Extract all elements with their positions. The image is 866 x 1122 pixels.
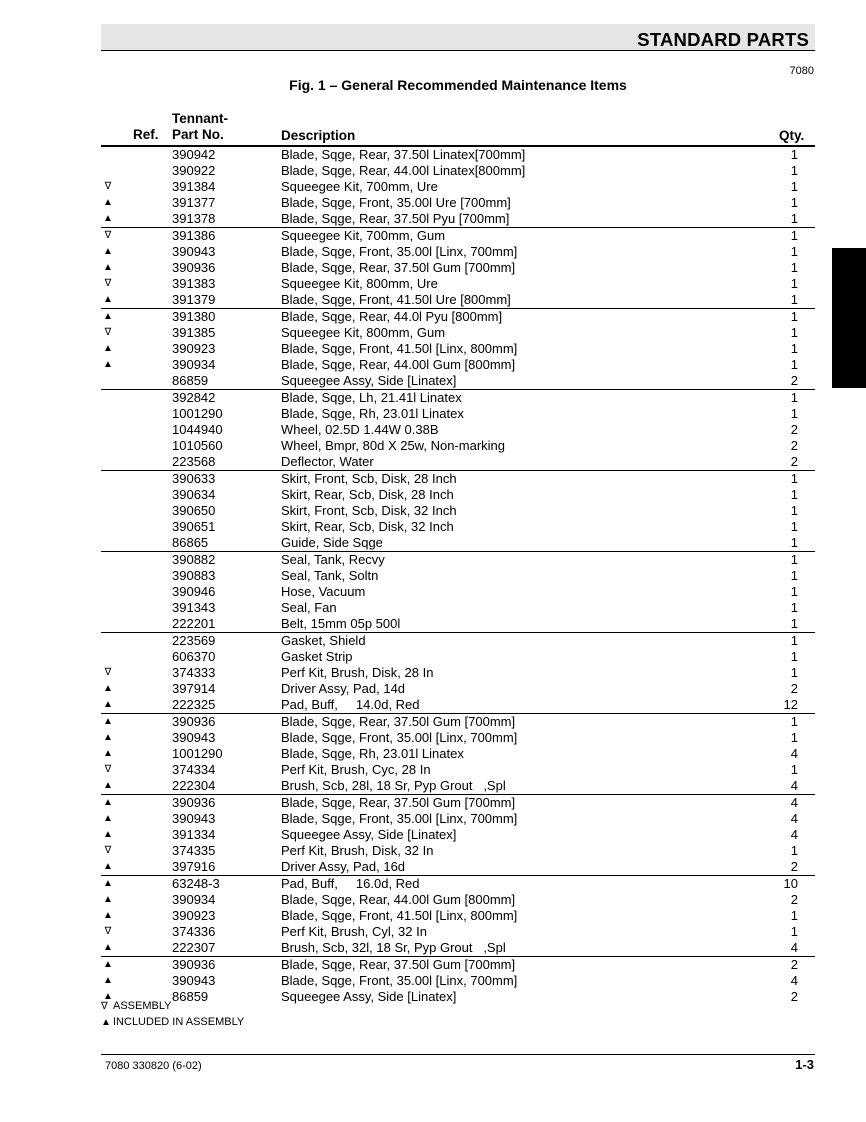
- description: Wheel, 02.5D 1.44W 0.38B: [281, 422, 439, 437]
- ref-symbol-icon: ∇: [104, 181, 112, 192]
- table-row: [101, 908, 815, 924]
- ref-symbol-icon: ▲: [103, 246, 113, 257]
- quantity: 1: [790, 471, 798, 486]
- section-tab-marker: [832, 248, 866, 388]
- part-number: 86859: [172, 373, 209, 388]
- quantity: 1: [790, 519, 798, 534]
- table-row: [101, 357, 815, 373]
- part-number: 390943: [172, 811, 216, 826]
- table-row: [101, 632, 815, 649]
- part-number: 390883: [172, 568, 216, 583]
- table-row: [101, 406, 815, 422]
- quantity: 2: [790, 681, 798, 696]
- part-number: 390633: [172, 471, 216, 486]
- table-row: [101, 146, 815, 163]
- table-row: [101, 308, 815, 325]
- quantity: 2: [790, 422, 798, 437]
- quantity: 1: [790, 924, 798, 939]
- ref-symbol-icon: ∇: [104, 327, 112, 338]
- description: Blade, Sqge, Rh, 23.01l Linatex: [281, 406, 464, 421]
- quantity: 1: [790, 843, 798, 858]
- table-row: [101, 341, 815, 357]
- description: Blade, Sqge, Rear, 44.0l Pyu [800mm]: [281, 309, 503, 324]
- legend-included: [101, 1016, 244, 1028]
- quantity: 2: [790, 892, 798, 907]
- part-number: 397914: [172, 681, 216, 696]
- description: Blade, Sqge, Rear, 37.50l Linatex[700mm]: [281, 147, 526, 162]
- description: Deflector, Water: [281, 454, 374, 469]
- table-row: [101, 616, 815, 632]
- table-row: [101, 551, 815, 568]
- description: Brush, Scb, 28l, 18 Sr, Pyp Grout ,Spl: [281, 778, 506, 793]
- table-row: [101, 843, 815, 859]
- description: Squeegee Kit, 700mm, Ure: [281, 179, 438, 194]
- description: Blade, Sqge, Front, 35.00l [Linx, 700mm]: [281, 730, 518, 745]
- table-row: [101, 827, 815, 843]
- description: Perf Kit, Brush, Disk, 28 In: [281, 665, 434, 680]
- part-number: 390934: [172, 357, 216, 372]
- quantity: 4: [790, 827, 798, 842]
- table-row: [101, 389, 815, 406]
- table-row: [101, 438, 815, 454]
- part-number: 391384: [172, 179, 216, 194]
- description: Skirt, Rear, Scb, Disk, 28 Inch: [281, 487, 454, 502]
- quantity: 1: [790, 616, 798, 631]
- included-symbol-icon: ▲: [101, 1017, 111, 1028]
- description: Blade, Sqge, Front, 35.00l [Linx, 700mm]: [281, 244, 518, 259]
- part-number: 391383: [172, 276, 216, 291]
- quantity: 1: [790, 244, 798, 259]
- part-number: 222307: [172, 940, 216, 955]
- part-number: 390923: [172, 908, 216, 923]
- part-number: 391378: [172, 211, 216, 226]
- quantity: 1: [790, 552, 798, 567]
- quantity: 1: [790, 292, 798, 307]
- quantity: 1: [790, 908, 798, 923]
- table-row: [101, 422, 815, 438]
- table-row: [101, 195, 815, 211]
- part-number: 391343: [172, 600, 216, 615]
- table-row: [101, 649, 815, 665]
- quantity: 2: [790, 373, 798, 388]
- table-row: [101, 535, 815, 551]
- ref-symbol-icon: ▲: [103, 942, 113, 953]
- part-number: 390946: [172, 584, 216, 599]
- description: Blade, Sqge, Front, 35.00l [Linx, 700mm]: [281, 973, 518, 988]
- quantity: 1: [790, 665, 798, 680]
- quantity: 2: [790, 989, 798, 1004]
- table-row: [101, 260, 815, 276]
- table-row: [101, 276, 815, 292]
- part-number: 86859: [172, 989, 209, 1004]
- table-row: [101, 487, 815, 503]
- description: Blade, Sqge, Rear, 37.50l Gum [700mm]: [281, 260, 516, 275]
- description: Blade, Sqge, Rear, 37.50l Gum [700mm]: [281, 957, 516, 972]
- quantity: 1: [790, 568, 798, 583]
- part-number: 1001290: [172, 746, 223, 761]
- table-row: [101, 892, 815, 908]
- quantity: 1: [790, 390, 798, 405]
- table-row: [101, 859, 815, 875]
- footer-doc-ref: 7080 330820 (6-02): [105, 1060, 202, 1072]
- quantity: 1: [790, 147, 798, 162]
- description: Squeegee Kit, 800mm, Gum: [281, 325, 446, 340]
- part-number: 390943: [172, 730, 216, 745]
- part-number: 374336: [172, 924, 216, 939]
- ref-symbol-icon: ▲: [103, 797, 113, 808]
- footer-rule: [101, 1054, 815, 1055]
- part-number: 390923: [172, 341, 216, 356]
- part-number: 391385: [172, 325, 216, 340]
- ref-symbol-icon: ▲: [103, 975, 113, 986]
- description: Blade, Sqge, Rear, 44.00l Gum [800mm]: [281, 357, 516, 372]
- quantity: 1: [790, 357, 798, 372]
- table-row: [101, 211, 815, 227]
- table-row: [101, 227, 815, 244]
- description: Driver Assy, Pad, 14d: [281, 681, 406, 696]
- table-row: [101, 973, 815, 989]
- quantity: 1: [790, 730, 798, 745]
- description: Seal, Tank, Recvy: [281, 552, 385, 567]
- ref-symbol-icon: ∇: [104, 230, 112, 241]
- page-number: 1-3: [795, 1057, 814, 1072]
- part-number: 606370: [172, 649, 216, 664]
- part-number: 374333: [172, 665, 216, 680]
- ref-symbol-icon: ∇: [104, 926, 112, 937]
- quantity: 1: [790, 276, 798, 291]
- part-number: 390936: [172, 795, 216, 810]
- part-number: 223569: [172, 633, 216, 648]
- part-number: 391380: [172, 309, 216, 324]
- ref-symbol-icon: ▲: [103, 861, 113, 872]
- description: Blade, Sqge, Front, 41.50l Ure [800mm]: [281, 292, 511, 307]
- description: Blade, Sqge, Rh, 23.01l Linatex: [281, 746, 464, 761]
- legend-included-label: INCLUDED IN ASSEMBLY: [113, 1016, 245, 1028]
- quantity: 4: [790, 795, 798, 810]
- table-row: [101, 730, 815, 746]
- table-row: [101, 762, 815, 778]
- quantity: 12: [783, 697, 798, 712]
- part-number: 1010560: [172, 438, 223, 453]
- part-number: 391377: [172, 195, 216, 210]
- part-number: 374334: [172, 762, 216, 777]
- part-number: 390936: [172, 714, 216, 729]
- table-row: [101, 454, 815, 470]
- assembly-symbol-icon: ∇: [101, 1001, 108, 1012]
- description: Pad, Buff, 14.0d, Red: [281, 697, 420, 712]
- table-row: [101, 584, 815, 600]
- table-row: [101, 179, 815, 195]
- quantity: 4: [790, 746, 798, 761]
- description: Perf Kit, Brush, Cyc, 28 In: [281, 762, 431, 777]
- quantity: 2: [790, 454, 798, 469]
- ref-symbol-icon: ▲: [103, 780, 113, 791]
- quantity: 1: [790, 714, 798, 729]
- part-number: 223568: [172, 454, 216, 469]
- description: Gasket, Shield: [281, 633, 366, 648]
- description: Skirt, Rear, Scb, Disk, 32 Inch: [281, 519, 454, 534]
- header-band: [101, 24, 815, 51]
- quantity: 1: [790, 503, 798, 518]
- ref-symbol-icon: ▲: [103, 959, 113, 970]
- table-row: [101, 956, 815, 973]
- quantity: 1: [790, 195, 798, 210]
- ref-symbol-icon: ∇: [104, 845, 112, 856]
- quantity: 2: [790, 957, 798, 972]
- part-number: 391334: [172, 827, 216, 842]
- table-row: [101, 697, 815, 713]
- part-number: 390650: [172, 503, 216, 518]
- description: Guide, Side Sqge: [281, 535, 383, 550]
- parts-table: [101, 146, 815, 1005]
- table-row: [101, 503, 815, 519]
- description: Perf Kit, Brush, Disk, 32 In: [281, 843, 434, 858]
- col-header-part-line2: Part No.: [172, 127, 224, 142]
- description: Squeegee Kit, 800mm, Ure: [281, 276, 438, 291]
- ref-symbol-icon: ▲: [103, 213, 113, 224]
- ref-symbol-icon: ▲: [103, 894, 113, 905]
- part-number: 390934: [172, 892, 216, 907]
- table-row: [101, 940, 815, 956]
- ref-symbol-icon: ∇: [104, 764, 112, 775]
- ref-symbol-icon: ▲: [103, 311, 113, 322]
- table-row: [101, 292, 815, 308]
- page-title: STANDARD PARTS: [637, 29, 809, 50]
- quantity: 1: [790, 584, 798, 599]
- table-row: [101, 373, 815, 389]
- part-number: 86865: [172, 535, 209, 550]
- ref-symbol-icon: ▲: [103, 262, 113, 273]
- description: Hose, Vacuum: [281, 584, 366, 599]
- part-number: 222304: [172, 778, 216, 793]
- description: Belt, 15mm 05p 500l: [281, 616, 401, 631]
- description: Squeegee Assy, Side [Linatex]: [281, 827, 457, 842]
- description: Gasket Strip: [281, 649, 353, 664]
- part-number: 390942: [172, 147, 216, 162]
- part-number: 391386: [172, 228, 216, 243]
- quantity: 4: [790, 778, 798, 793]
- table-row: [101, 325, 815, 341]
- ref-symbol-icon: ∇: [104, 667, 112, 678]
- table-row: [101, 665, 815, 681]
- description: Skirt, Front, Scb, Disk, 32 Inch: [281, 503, 457, 518]
- part-number: 390882: [172, 552, 216, 567]
- table-row: [101, 875, 815, 892]
- quantity: 1: [790, 179, 798, 194]
- description: Blade, Sqge, Front, 35.00l Ure [700mm]: [281, 195, 511, 210]
- quantity: 4: [790, 973, 798, 988]
- part-number: 390651: [172, 519, 216, 534]
- description: Squeegee Assy, Side [Linatex]: [281, 989, 457, 1004]
- quantity: 1: [790, 487, 798, 502]
- part-number: 392842: [172, 390, 216, 405]
- description: Skirt, Front, Scb, Disk, 28 Inch: [281, 471, 457, 486]
- quantity: 1: [790, 211, 798, 226]
- quantity: 1: [790, 325, 798, 340]
- part-number: 390936: [172, 260, 216, 275]
- table-row: [101, 600, 815, 616]
- table-row: [101, 811, 815, 827]
- table-row: [101, 244, 815, 260]
- description: Blade, Sqge, Front, 41.50l [Linx, 800mm]: [281, 908, 518, 923]
- description: Blade, Sqge, Rear, 37.50l Pyu [700mm]: [281, 211, 510, 226]
- table-row: [101, 519, 815, 535]
- table-row: [101, 681, 815, 697]
- quantity: 1: [790, 762, 798, 777]
- col-header-qty: Qty.: [779, 128, 805, 143]
- part-number: 1001290: [172, 406, 223, 421]
- table-row: [101, 470, 815, 487]
- part-number: 374335: [172, 843, 216, 858]
- part-number: 222201: [172, 616, 216, 631]
- description: Blade, Sqge, Rear, 44.00l Linatex[800mm]: [281, 163, 526, 178]
- description: Blade, Sqge, Lh, 21.41l Linatex: [281, 390, 462, 405]
- description: Seal, Fan: [281, 600, 337, 615]
- part-number: 222325: [172, 697, 216, 712]
- part-number: 390943: [172, 973, 216, 988]
- ref-symbol-icon: ▲: [103, 294, 113, 305]
- description: Blade, Sqge, Rear, 37.50l Gum [700mm]: [281, 714, 516, 729]
- legend-assembly: [101, 1000, 172, 1012]
- quantity: 1: [790, 228, 798, 243]
- description: Blade, Sqge, Rear, 37.50l Gum [700mm]: [281, 795, 516, 810]
- description: Blade, Sqge, Front, 41.50l [Linx, 800mm]: [281, 341, 518, 356]
- col-header-ref: Ref.: [133, 127, 159, 142]
- description: Blade, Sqge, Rear, 44.00l Gum [800mm]: [281, 892, 516, 907]
- part-number: 390936: [172, 957, 216, 972]
- description: Perf Kit, Brush, Cyl, 32 In: [281, 924, 427, 939]
- part-number: 1044940: [172, 422, 223, 437]
- ref-symbol-icon: ▲: [103, 991, 113, 1002]
- quantity: 1: [790, 535, 798, 550]
- ref-symbol-icon: ▲: [103, 748, 113, 759]
- doc-number: 7080: [789, 65, 814, 77]
- description: Seal, Tank, Soltn: [281, 568, 379, 583]
- quantity: 1: [790, 163, 798, 178]
- ref-symbol-icon: ▲: [103, 829, 113, 840]
- ref-symbol-icon: ▲: [103, 359, 113, 370]
- description: Pad, Buff, 16.0d, Red: [281, 876, 420, 891]
- figure-title: Fig. 1 – General Recommended Maintenance Items: [289, 77, 627, 93]
- table-row: [101, 989, 815, 1005]
- quantity: 10: [783, 876, 798, 891]
- quantity: 1: [790, 633, 798, 648]
- description: Driver Assy, Pad, 16d: [281, 859, 406, 874]
- legend-assembly-label: ASSEMBLY: [113, 1000, 172, 1012]
- ref-symbol-icon: ▲: [103, 878, 113, 889]
- col-header-part-line1: Tennant-: [172, 111, 228, 126]
- ref-symbol-icon: ▲: [103, 910, 113, 921]
- description: Brush, Scb, 32l, 18 Sr, Pyp Grout ,Spl: [281, 940, 506, 955]
- part-number: 391379: [172, 292, 216, 307]
- description: Squeegee Kit, 700mm, Gum: [281, 228, 446, 243]
- description: Blade, Sqge, Front, 35.00l [Linx, 700mm]: [281, 811, 518, 826]
- part-number: 390943: [172, 244, 216, 259]
- col-header-description: Description: [281, 128, 356, 143]
- part-number: 390922: [172, 163, 216, 178]
- ref-symbol-icon: ▲: [103, 732, 113, 743]
- table-row: [101, 746, 815, 762]
- table-row: [101, 924, 815, 940]
- quantity: 4: [790, 811, 798, 826]
- quantity: 1: [790, 260, 798, 275]
- table-row: [101, 163, 815, 179]
- quantity: 1: [790, 341, 798, 356]
- quantity: 1: [790, 309, 798, 324]
- part-number: 397916: [172, 859, 216, 874]
- ref-symbol-icon: ▲: [103, 699, 113, 710]
- part-number: 63248-3: [172, 876, 220, 891]
- ref-symbol-icon: ▲: [103, 197, 113, 208]
- quantity: 1: [790, 600, 798, 615]
- quantity: 1: [790, 406, 798, 421]
- ref-symbol-icon: ▲: [103, 343, 113, 354]
- ref-symbol-icon: ▲: [103, 813, 113, 824]
- ref-symbol-icon: ▲: [103, 716, 113, 727]
- table-row: [101, 794, 815, 811]
- description: Wheel, Bmpr, 80d X 25w, Non-marking: [281, 438, 505, 453]
- ref-symbol-icon: ▲: [103, 683, 113, 694]
- quantity: 2: [790, 438, 798, 453]
- table-row: [101, 713, 815, 730]
- ref-symbol-icon: ∇: [104, 278, 112, 289]
- quantity: 2: [790, 859, 798, 874]
- table-row: [101, 778, 815, 794]
- quantity: 1: [790, 649, 798, 664]
- table-row: [101, 568, 815, 584]
- description: Squeegee Assy, Side [Linatex]: [281, 373, 457, 388]
- part-number: 390634: [172, 487, 216, 502]
- quantity: 4: [790, 940, 798, 955]
